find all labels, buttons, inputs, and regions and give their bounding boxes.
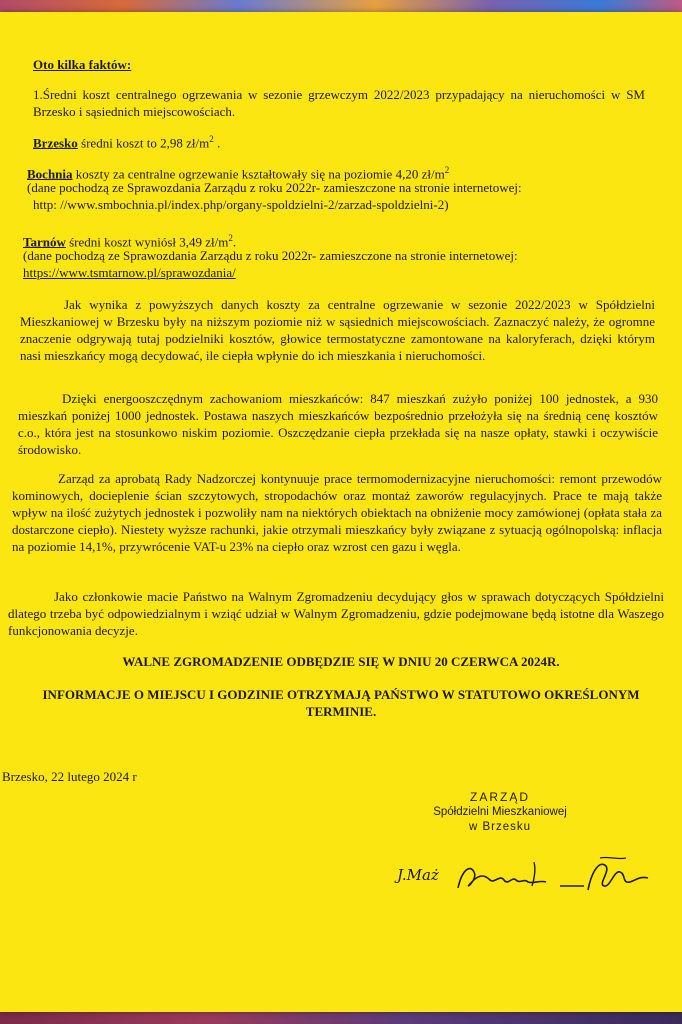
announcement-info-line1: INFORMACJE O MIEJSCU I GODZINIE OTRZYMAJĄ PAŃSTWO W STATUTOWO OKREŚLONYM xyxy=(42,687,640,702)
letter-content xyxy=(0,12,682,1012)
stamp-block xyxy=(430,790,570,835)
tarnow-name: Tarnów xyxy=(23,234,66,250)
brzesko-line xyxy=(33,131,220,151)
stamp-line-1: ZARZĄD xyxy=(470,790,530,804)
tarnow-text: średni koszt wyniósł 3,49 zł/m xyxy=(65,234,229,250)
bochnia-text: koszty za centralne ogrzewanie kształtowały się na poziomie 4,20 zł/m xyxy=(72,166,445,182)
bochnia-url[interactable]: http: //www.smbochnia.pl/index.php/organy-spoldzielni-2/zarzad-spoldzielni-2) xyxy=(33,197,449,212)
tarnow-sup: 2 xyxy=(228,233,233,243)
letter-date: Brzesko, 22 lutego 2024 r xyxy=(2,769,137,784)
tarnow-source: (dane pochodzą ze Sprawozdania Zarządu z roku 2022r- zamieszczone na stronie internetowej: xyxy=(23,248,518,263)
bochnia-sup: 2 xyxy=(444,165,450,175)
brzesko-tail: . xyxy=(213,135,221,151)
handwritten-signatures xyxy=(450,850,660,900)
announcement-info-line2: TERMINIE. xyxy=(305,704,377,719)
stamp-line-2: Spółdzielni Mieszkaniowej xyxy=(433,806,567,818)
yellow-letter-sheet xyxy=(0,12,682,1012)
stamp-line-3: w Brzesku xyxy=(468,821,532,833)
paragraph-2: Dzięki energooszczędnym zachowaniom mieszkańców: 847 mieszkań zużyło poniżej 100 jednostek, a 930 mieszkań poniżej 1000 jednostek. Postawa naszych mieszkańców bezpośrednio przełożyła się na średnią cenę kosztów c.o., która jest na stosunkowo niskim poziomie. Oszczędzanie ciepła przekłada się na nasze opłaty, stawki i oczywiście środowisko. xyxy=(18,391,658,457)
bochnia-source: (dane pochodzą ze Sprawozdania Zarządu z roku 2022r- zamieszczone na stronie internetowej: xyxy=(27,180,522,195)
announcement-date: WALNE ZGROMADZENIE ODBĘDZIE SIĘ W DNIU 20 CZERWCA 2024R. xyxy=(122,654,560,669)
point-1: 1.Średni koszt centralnego ogrzewania w sezonie grzewczym 2022/2023 przypadający na nieruchomości w SM Brzesko i sąsiednich miejscowościach. xyxy=(33,87,645,119)
signature-stroke-3 xyxy=(588,864,648,890)
brzesko-name: Brzesko xyxy=(33,135,78,151)
tarnow-tail: . xyxy=(232,234,237,250)
bochnia-name: Bochnia xyxy=(27,166,73,182)
facts-heading: Oto kilka faktów: xyxy=(33,57,132,72)
paragraph-1: Jak wynika z powyższych danych koszty za centralne ogrzewanie w sezonie 2022/2023 w Spółdzielni Mieszkaniowej w Brzesku były na niższym poziomie niż w sąsiednich miejscowościach. Zaznaczyć należy, że ogromne znaczenie odgrywają tutaj podzielniki kosztów, głowice termostatyczne zamontowane na kaloryferach, dzięki którym nasi mieszkańcy mogą decydować, ile ciepła wpłynie do ich mieszkania i nieruchomości. xyxy=(20,297,655,363)
paragraph-4: Jako członkowie macie Państwo na Walnym Zgromadzeniu decydujący głos w sprawach dotyczących Spółdzielni dlatego trzeba być odpowiedzialnym i wziąć udział w Walnym Zgromadzeniu, gdzie podejmowane będą istotne dla Waszego funkcjonowania decyzje. xyxy=(8,589,664,638)
signature-initials: J.Maż xyxy=(397,866,439,884)
brzesko-sup: 2 xyxy=(209,134,214,144)
paragraph-3: Zarząd za aprobatą Rady Nadzorczej kontynuuje prace termomodernizacyjne nieruchomości: remont przewodów kominowych, docieplenie ścian szczytowych, stropodachów oraz montaż zaworów regulacyjnych. Prace te mają także wpływ na ilość zużytych jednostek i pozwoliły nam na niektórych obiektach na obniżenie mocy zamówionej (opłata stała za dostarczone ciepło). Niestety wyższe rachunki, jakie otrzymali mieszkańcy były związane z sytuacją ogólnopolską: inflacja na poziomie 14,1%, przywrócenie VAT-u 23% na ciepło oraz wzrost cen gazu i węgla. xyxy=(12,471,662,554)
brzesko-text: średni koszt to 2,98 zł/m xyxy=(77,135,210,151)
tarnow-url[interactable]: https://www.tsmtarnow.pl/sprawozdania/ xyxy=(23,265,236,280)
signature-stroke-4 xyxy=(600,857,626,858)
